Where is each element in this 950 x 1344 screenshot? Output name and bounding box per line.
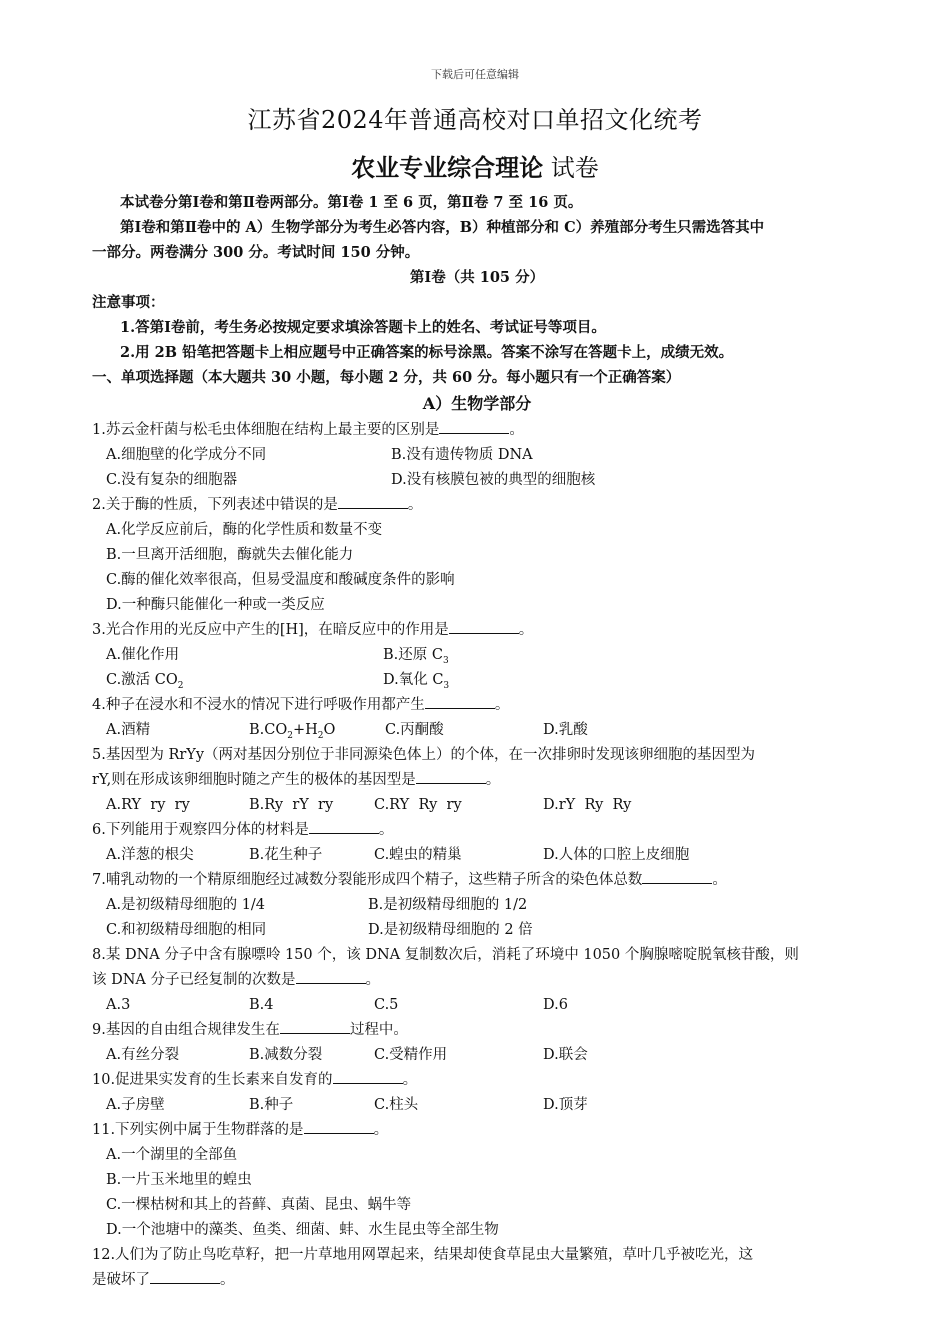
option-b: B.减数分裂 [249, 1047, 323, 1063]
option-b: B.没有遗传物质 DNA [391, 447, 533, 463]
question-4-stem: 4.种子在浸水和不浸水的情况下进行呼吸作用都产生 。 [92, 693, 862, 718]
exam-content [92, 190, 862, 1293]
question-8-stem-line1: 8.某 DNA 分子中含有腺嘌呤 150 个，该 DNA 复制数次后，消耗了环境中 1050 个胸腺嘧啶脱氧核苷酸，则 [92, 947, 799, 963]
question-11-option-a: A.一个湖里的全部鱼 [106, 1147, 238, 1163]
question-4-options [92, 718, 862, 743]
question-11-option-b: B.一片玉米地里的蝗虫 [106, 1172, 252, 1188]
option-a: A.子房壁 [106, 1097, 165, 1113]
option-b: B.4 [249, 997, 274, 1013]
subject-name: 农业专业综合理论 [351, 154, 544, 182]
option-d: D.是初级精母细胞的 2 倍 [368, 922, 533, 938]
notes-title: 注意事项： [92, 294, 165, 311]
option-c: C.受精作用 [374, 1047, 448, 1063]
option-d: D.氧化 $C_3$ [383, 672, 450, 691]
option-c: C.和初级精母细胞的相同 [106, 922, 267, 938]
option-a: A.催化作用 [106, 647, 180, 663]
intro-paragraph-2a: 第Ⅰ卷和第Ⅱ卷中的 A）生物学部分为考生必答内容，B）种植部分和 C）养殖部分考生只需选答其中 [120, 219, 765, 236]
option-a: A.3 [106, 997, 131, 1013]
question-1-options-row1 [92, 443, 862, 468]
question-2-option-b: B.一旦离开活细胞，酶就失去催化能力 [106, 547, 354, 563]
exam-subtitle [0, 148, 950, 183]
download-note: 下载后可任意编辑 [431, 68, 519, 81]
option-c: C.柱头 [374, 1097, 419, 1113]
question-8-stem-line2: 该 DNA 分子已经复制的次数是 。 [92, 968, 862, 993]
question-3-options-row2 [92, 668, 862, 693]
option-b: B.还原 $C_3$ [383, 647, 449, 666]
option-c: C.5 [374, 997, 399, 1013]
subtitle-suffix: 试卷 [543, 154, 599, 182]
option-a: A.有丝分裂 [106, 1047, 180, 1063]
question-10-stem: 10.促进果实发育的生长素来自发育的 。 [92, 1068, 862, 1093]
part-heading: A）生物学部分 [422, 394, 532, 413]
option-c: C.蝗虫的精巢 [374, 847, 462, 863]
option-d: D.人体的口腔上皮细胞 [543, 847, 690, 863]
question-1-stem: 1.苏云金杆菌与松毛虫体细胞在结构上最主要的区别是 。 [92, 418, 862, 443]
note-1: 1.答第Ⅰ卷前，考生务必按规定要求填涂答题卡上的姓名、考试证号等项目。 [120, 319, 606, 336]
question-2-option-d: D.一种酶只能催化一种或一类反应 [106, 597, 325, 613]
option-a: A.RY ry ry [106, 797, 190, 813]
question-5-stem-line2: rY,则在形成该卵细胞时随之产生的极体的基因型是 。 [92, 768, 862, 793]
question-11-option-d: D.一个池塘中的藻类、鱼类、细菌、蚌、水生昆虫等全部生物 [106, 1222, 499, 1238]
question-7-stem: 7.哺乳动物的一个精原细胞经过减数分裂能形成四个精子，这些精子所含的染色体总数 。 [92, 868, 862, 893]
option-d: D.乳酸 [543, 722, 588, 738]
intro-paragraph-1: 本试卷分第Ⅰ卷和第Ⅱ卷两部分。第Ⅰ卷 1 至 6 页，第Ⅱ卷 7 至 16 页。 [120, 194, 583, 211]
option-d: D.联会 [543, 1047, 588, 1063]
question-2-option-c: C.酶的催化效率很高，但易受温度和酸碱度条件的影响 [106, 572, 455, 588]
question-9-options [92, 1043, 862, 1068]
option-c: C.激活 $CO_2$ [106, 672, 184, 691]
question-11-option-c: C.一棵枯树和其上的苔藓、真菌、昆虫、蜗牛等 [106, 1197, 412, 1213]
question-2-option-a: A.化学反应前后，酶的化学性质和数量不变 [106, 522, 383, 538]
option-b: B.花生种子 [249, 847, 323, 863]
question-3-stem: 3.光合作用的光反应中产生的[H]，在暗反应中的作用是 。 [92, 618, 862, 643]
option-b: B.Ry rY ry [249, 797, 334, 813]
question-8-options [92, 993, 862, 1018]
question-9-stem: 9.基因的自由组合规律发生在 过程中。 [92, 1018, 862, 1043]
question-6-options [92, 843, 862, 868]
option-b: B.种子 [249, 1097, 294, 1113]
option-c: C.丙酮酸 [385, 722, 444, 738]
option-a: A.是初级精母细胞的 1/4 [106, 897, 266, 913]
question-12-stem-line2: 是破坏了 。 [92, 1268, 862, 1293]
section-heading: 一、单项选择题（本大题共 30 小题，每小题 2 分，共 60 分。每小题只有一个正确答案） [92, 369, 681, 386]
question-5-options [92, 793, 862, 818]
question-7-options-row1 [92, 893, 862, 918]
question-2-stem: 2.关于酶的性质，下列表述中错误的是 。 [92, 493, 862, 518]
volume-heading: 第Ⅰ卷（共 105 分） [409, 269, 545, 286]
option-c: C.没有复杂的细胞器 [106, 472, 238, 488]
question-3-options-row1 [92, 643, 862, 668]
option-a: A.酒精 [106, 722, 151, 738]
option-c: C.RY Ry ry [374, 797, 462, 813]
note-2: 2.用 2B 铅笔把答题卡上相应题号中正确答案的标号涂黑。答案不涂写在答题卡上，成绩无效。 [120, 344, 734, 361]
question-6-stem: 6.下列能用于观察四分体的材料是 。 [92, 818, 862, 843]
option-d: D.6 [543, 997, 568, 1013]
option-a: A.洋葱的根尖 [106, 847, 194, 863]
option-d: D.顶芽 [543, 1097, 588, 1113]
intro-paragraph-2b: 一部分。两卷满分 300 分。考试时间 150 分钟。 [92, 244, 420, 261]
question-11-stem: 11.下列实例中属于生物群落的是 。 [92, 1118, 862, 1143]
option-b: $B.CO_2+H_2O$ [249, 722, 336, 741]
option-d: D.没有核膜包被的典型的细胞核 [391, 472, 596, 488]
question-10-options [92, 1093, 862, 1118]
question-5-stem-line1: 5.基因型为 RrYy（两对基因分别位于非同源染色体上）的个体，在一次排卵时发现该卵细胞的基因型为 [92, 747, 756, 763]
option-d: D.rY Ry Ry [543, 797, 632, 813]
question-1-options-row2 [92, 468, 862, 493]
exam-title: 江苏省2024年普通高校对口单招文化统考 [247, 106, 703, 134]
option-a: A.细胞壁的化学成分不同 [106, 447, 267, 463]
question-12-stem-line1: 12.人们为了防止鸟吃草籽，把一片草地用网罩起来，结果却使食草昆虫大量繁殖，草叶几乎被吃光，这 [92, 1247, 754, 1263]
question-7-options-row2 [92, 918, 862, 943]
option-b: B.是初级精母细胞的 1/2 [368, 897, 528, 913]
